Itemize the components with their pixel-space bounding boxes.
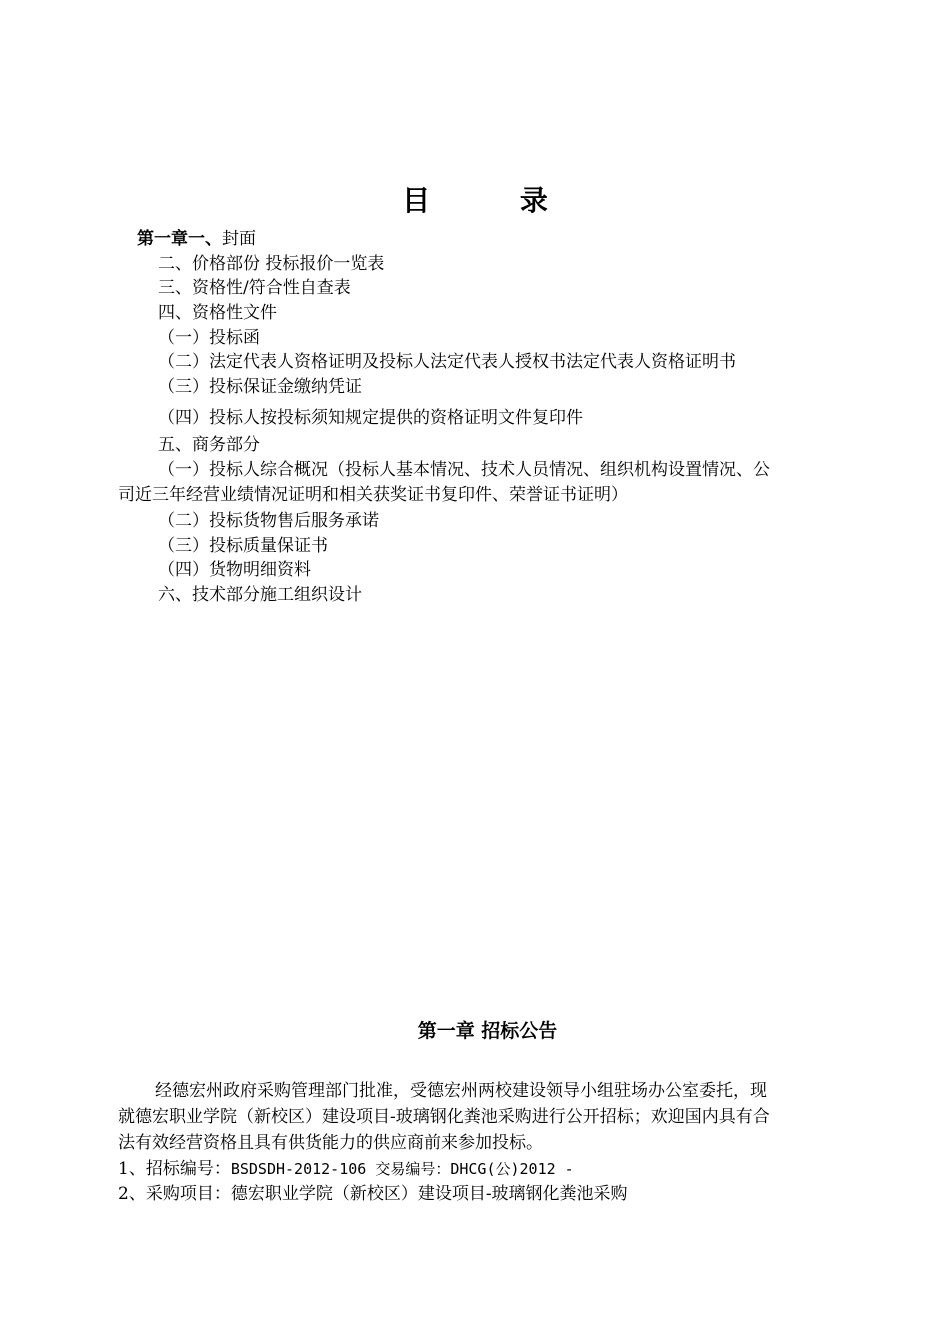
procurement-item-line: 2、采购项目：德宏职业学院（新校区）建设项目-玻璃钢化粪池采购: [118, 1184, 628, 1204]
toc-item: 二、价格部份 投标报价一览表: [158, 254, 385, 274]
intro-paragraph-line: 经德宏州政府采购管理部门批准，受德宏州两校建设领导小组驻场办公室委托，现: [155, 1081, 767, 1101]
toc-item: （一）投标函: [158, 328, 260, 348]
toc-item: 三、资格性/符合性自查表: [158, 278, 351, 298]
toc-item: 六、技术部分施工组织设计: [158, 585, 362, 605]
toc-chapter1-text: 封面: [222, 229, 256, 249]
tender-number-value: BSDSDH-2012-106 交易编号：DHCG(公)2012 -: [230, 1160, 574, 1178]
tender-number-line: [118, 1157, 574, 1181]
intro-paragraph-line: 就德宏职业学院（新校区）建设项目-玻璃钢化粪池采购进行公开招标；欢迎国内具有合: [118, 1107, 770, 1127]
toc-title: 目 录: [402, 184, 588, 217]
toc-item: （二）投标货物售后服务承诺: [158, 511, 379, 531]
toc-item-continuation: 司近三年经营业绩情况证明和相关获奖证书复印件、荣誉证书证明）: [118, 485, 628, 505]
toc-item-chapter1: [137, 227, 256, 251]
toc-item: （四）货物明细资料: [158, 560, 311, 580]
toc-item: 四、资格性文件: [158, 303, 277, 323]
toc-item: （三）投标质量保证书: [158, 536, 328, 556]
chapter-heading: 第一章 招标公告: [417, 1020, 558, 1042]
intro-paragraph-line: 法有效经营资格且具有供货能力的供应商前来参加投标。: [118, 1133, 543, 1153]
toc-chapter1-label: 第一章一、: [137, 229, 222, 249]
toc-item: （三）投标保证金缴纳凭证: [158, 377, 362, 397]
toc-item: （四）投标人按投标须知规定提供的资格证明文件复印件: [158, 408, 583, 428]
toc-item: （一）投标人综合概况（投标人基本情况、技术人员情况、组织机构设置情况、公: [158, 460, 770, 480]
toc-item: （二）法定代表人资格证明及投标人法定代表人授权书法定代表人资格证明书: [158, 352, 736, 372]
toc-item: 五、商务部分: [158, 435, 260, 455]
tender-number-label: 1、招标编号：: [118, 1159, 231, 1179]
